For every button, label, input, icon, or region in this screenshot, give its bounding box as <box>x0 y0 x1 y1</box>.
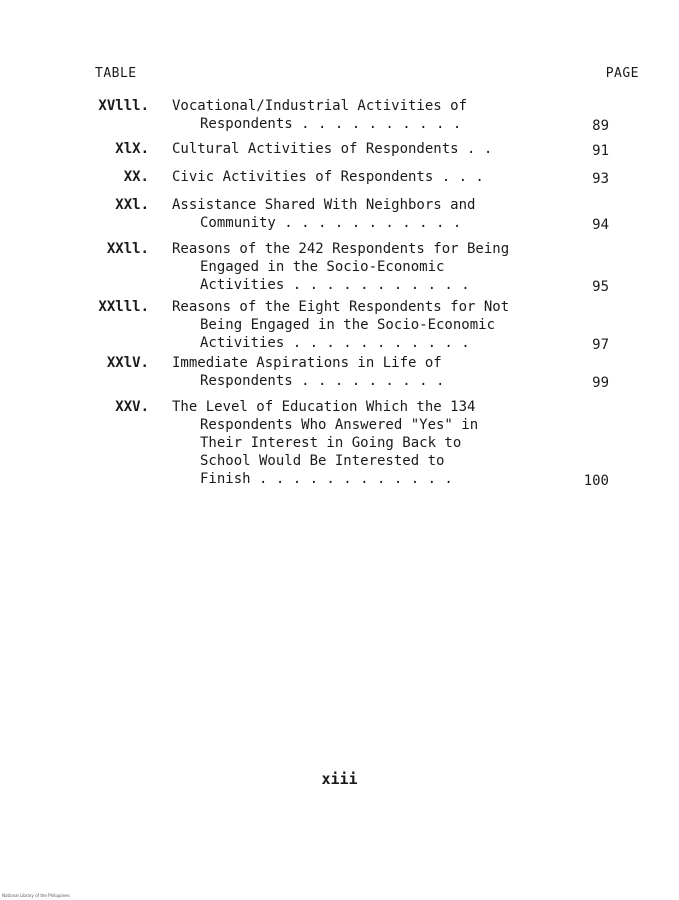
title-line: Immediate Aspirations in Life of <box>172 355 442 371</box>
table-number: XX. <box>123 169 149 185</box>
page-column-header: PAGE <box>605 66 639 81</box>
title-line: Engaged in the Socio-Economic <box>200 259 445 275</box>
title-line: Activities . . . . . . . . . . . <box>200 277 470 293</box>
page-reference: 99 <box>592 375 609 391</box>
table-title <box>172 168 484 186</box>
title-line: School Would Be Interested to <box>200 453 445 469</box>
title-line: Civic Activities of Respondents . . . <box>172 169 484 185</box>
table-number: XlX. <box>115 141 149 157</box>
title-line: Cultural Activities of Respondents . . <box>172 141 493 157</box>
title-line: Assistance Shared With Neighbors and <box>172 197 476 213</box>
table-number: XXV. <box>115 399 149 415</box>
page-reference: 91 <box>592 143 609 159</box>
page-reference: 89 <box>592 118 609 134</box>
table-column-header: TABLE <box>95 66 137 81</box>
page-reference: 100 <box>583 473 609 489</box>
table-title <box>172 398 478 488</box>
table-title <box>172 196 475 232</box>
title-line: Reasons of the 242 Respondents for Being <box>172 241 510 257</box>
title-line: Vocational/Industrial Activities of <box>172 98 468 114</box>
table-number: XXlV. <box>106 355 149 371</box>
table-title <box>172 240 509 294</box>
title-line: Respondents Who Answered "Yes" in <box>200 417 479 433</box>
title-line: Being Engaged in the Socio-Economic <box>200 317 496 333</box>
table-title <box>172 140 492 158</box>
title-line: Activities . . . . . . . . . . . <box>200 335 470 351</box>
title-line: Finish . . . . . . . . . . . . <box>200 471 453 487</box>
page-reference: 95 <box>592 279 609 295</box>
table-number: XXl. <box>115 197 149 213</box>
title-line: Their Interest in Going Back to <box>200 435 462 451</box>
title-line: The Level of Education Which the 134 <box>172 399 476 415</box>
title-line: Community . . . . . . . . . . . <box>200 215 462 231</box>
table-number: XXll. <box>106 241 149 257</box>
title-line: Respondents . . . . . . . . . . <box>200 116 462 132</box>
title-line: Respondents . . . . . . . . . <box>200 373 445 389</box>
table-title <box>172 354 444 390</box>
table-number: XXlll. <box>98 299 149 315</box>
table-title <box>172 298 509 352</box>
table-number: XVlll. <box>98 98 149 114</box>
table-title <box>172 97 467 133</box>
page-reference: 97 <box>592 337 609 353</box>
page-reference: 94 <box>592 217 609 233</box>
title-line: Reasons of the Eight Respondents for Not <box>172 299 510 315</box>
page-reference: 93 <box>592 171 609 187</box>
page-number: xiii <box>321 770 358 788</box>
library-stamp: National Library of the Philippines <box>2 893 70 898</box>
